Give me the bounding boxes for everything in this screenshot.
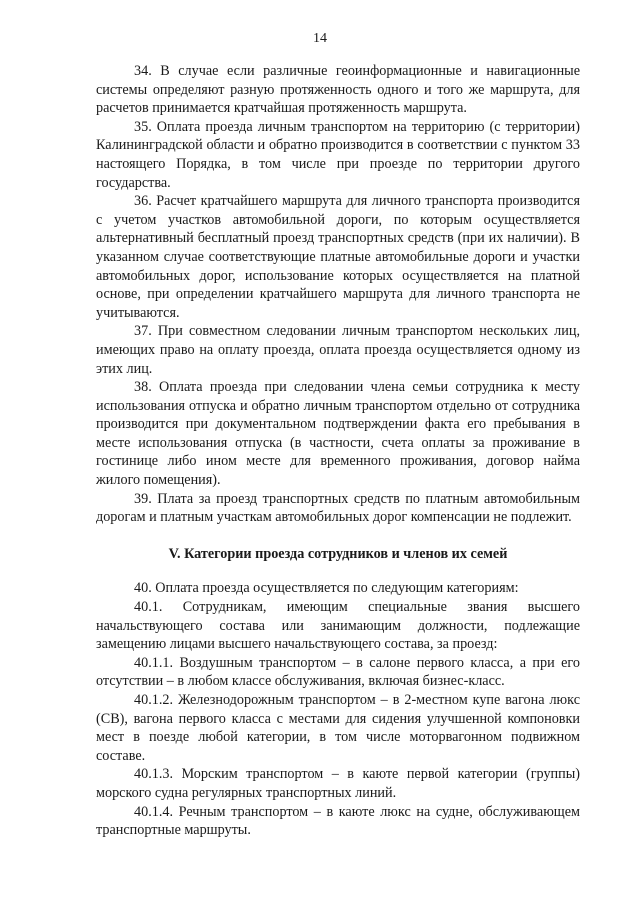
paragraph-34: 34. В случае если различные геоинформационные и навигационные системы определяют разную протяженность одного и того же маршрута, для расчетов принимается кратчайшая протяженность маршрута.	[96, 63, 580, 117]
paragraph-40-1-3: 40.1.3. Морским транспортом – в каюте первой категории (группы) морского судна регулярных транспортных линий.	[96, 766, 580, 801]
paragraph-38: 38. Оплата проезда при следовании члена семьи сотрудника к месту использования отпуска и обратно личным транспортом отдельно от сотрудника производится при документальном подтверждении факта его пребывания в месте использования отпуска (в частности, счета оплаты за проживание в гостинице либо ином месте для временного проживания, договор найма жилого помещения).	[96, 379, 580, 489]
paragraph-39: 39. Плата за проезд транспортных средств по платным автомобильным дорогам и платным участкам автомобильных дорог компенсации не подлежит.	[96, 490, 580, 526]
page-number: 14	[313, 31, 327, 46]
paragraph-36: 36. Расчет кратчайшего маршрута для личного транспорта производится с учетом участков автомобильной дороги, по которым осуществляется альтернативный бесплатный проезд транспортных средств (при их наличии). В указанном случае соответствующие платные автомобильные дороги и участки автомобильных дорог, использование которых осуществляется на платной основе, при определении кратчайшего маршрута для личного транспорта не учитываются.	[96, 193, 580, 321]
document-body	[96, 62, 580, 840]
paragraph-35: 35. Оплата проезда личным транспортом на территорию (с территории) Калининградской области и обратно производится в соответствии с пунктом 33 настоящего Порядка, в том числе при проезде по территории другого государства.	[96, 118, 580, 191]
paragraph-40-1-1: 40.1.1. Воздушным транспортом – в салоне первого класса, а при его отсутствии – в любом классе обслуживания, включая бизнес-класс.	[96, 654, 580, 690]
paragraph-40: 40. Оплата проезда осуществляется по следующим категориям:	[134, 580, 519, 597]
paragraph-40-1: 40.1. Сотрудникам, имеющим специальные звания высшего начальствующего состава или занимающим должности, подлежащие замещению лицами высшего начальствующего состава, за проезд:	[96, 599, 580, 653]
section-heading: V. Категории проезда сотрудников и членов их семей	[168, 545, 508, 562]
paragraph-40-1-4: 40.1.4. Речным транспортом – в каюте люкс на судне, обслуживающем транспортные маршруты.	[96, 803, 580, 839]
paragraph-37: 37. При совместном следовании личным транспортом нескольких лиц, имеющих право на оплату проезда, оплата проезда осуществляется одному из этих лиц.	[96, 323, 580, 377]
paragraph-40-1-2: 40.1.2. Железнодорожным транспортом – в 2-местном купе вагона люкс (СВ), вагона первого класса с местами для сидения улучшенной компоновки мест в поезде любой категории, в том числе моторвагонном подвижном составе.	[96, 692, 580, 764]
